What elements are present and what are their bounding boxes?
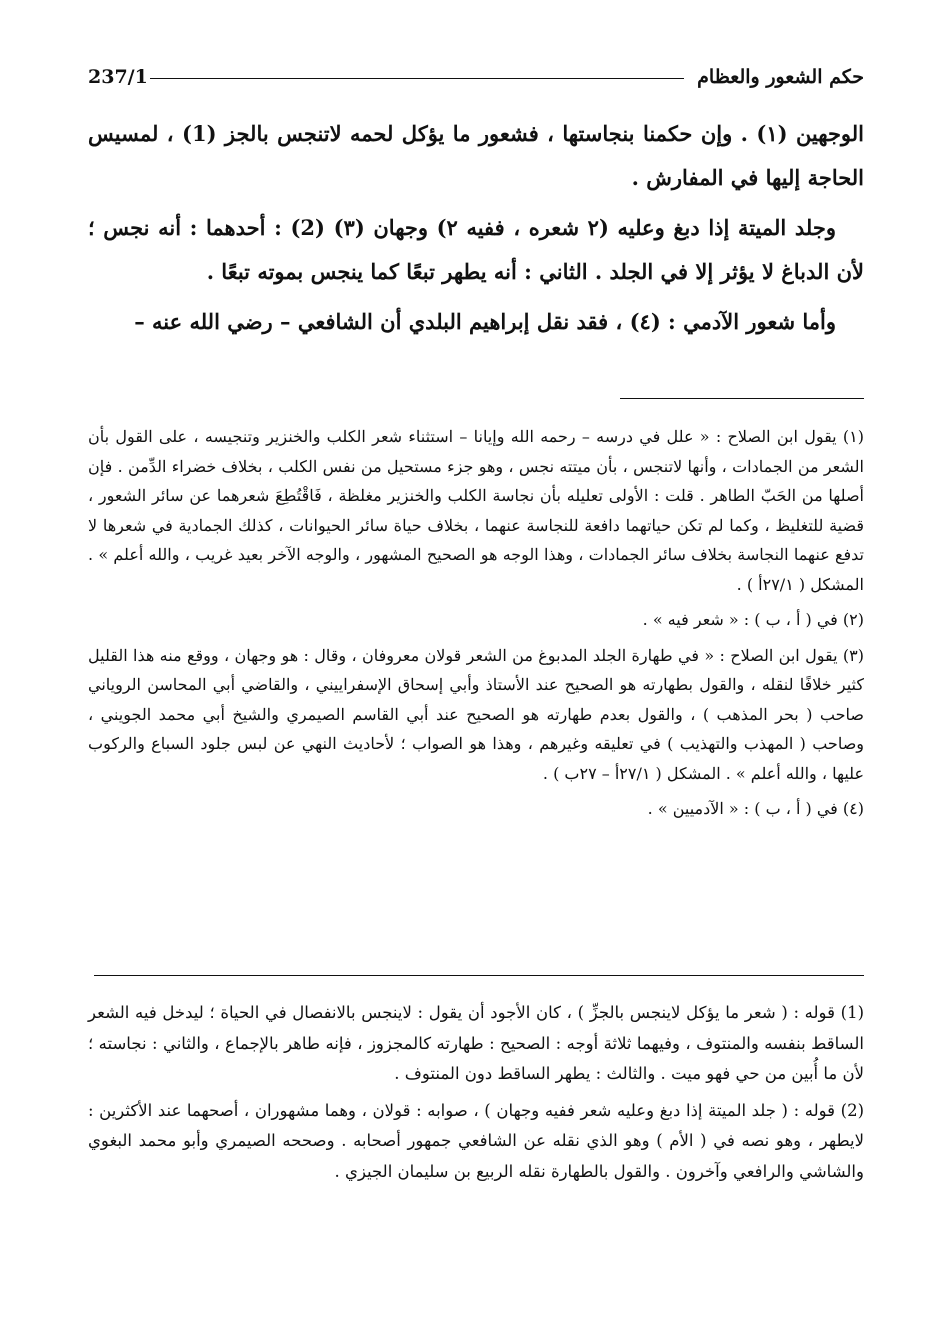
header-rule	[150, 78, 684, 79]
footnote: (1) قوله : ( شعر ما يؤكل لاينجس بالجزِّ ) ، كان الأجود أن يقول : لاينجس بالانفصال في الحياة ؛ ليدخل فيه الشعر الساقط بنفسه والمنتوف ، وفيهما ثلاثة أوجه : الصحيح : طهارته كالمجزوز ، فإنه طاهر بالإجماع ، والثاني : نجاسته ؛ لأن ما أُبين من حي فهو ميت . والثالث : يطهر الساقط دون المنتوف .	[88, 1003, 864, 1083]
footnote-separator	[620, 398, 864, 399]
footnote: (١) يقول ابن الصلاح : « علل في درسه – رحمه الله وإيانا – استثناء شعر الكلب والخنزير وتنجيسه ، على القول بأن الشعر من الجمادات ، وأنها لاتنجس ، بأن ميتته نجس ، وهو جزء مستحيل من نفس الكلب ، بخلاف خضراء الدِّمن . فإن أصلها من الحَبّ الطاهر . قلت : الأولى تعليله بأن نجاسة الكلب والخنزير مغلظة ، فَاقْتُطِعَ شعرهما عن سائر الشعور ، قضية للتغليظ ، وكما لم تكن حياتهما دافعة للنجاسة عنهما ، بخلاف حياة سائر الحيوانات ، كذلك الجمادية في شعرها لا تدفع عنهما النجاسة بخلاف سائر الجمادات ، وهذا الوجه هو الصحيح المشهور ، والوجه الآخر بعيد غريب ، والله أعلم » . المشكل ( ٢٧/١أ ) .	[88, 427, 865, 594]
footnote: (2) قوله : ( جلد الميتة إذا دبغ وعليه شعر ففيه وجهان ) ، صوابه : قولان ، وهما مشهوران ، أصحهما عند الأكثرين : لايطهر ، وهو نصه في ( الأم ) وهو الذي نقله عن الشافعي جمهور أصحابه . وصححه الصيمري وأبو محمد البغوي والشاشي والرافعي وآخرون . والقول بالطهارة نقله الربيع بن سليمان الجيزي .	[88, 1100, 864, 1181]
running-header	[88, 62, 864, 96]
footnote-separator	[94, 975, 864, 976]
author-footnotes	[88, 998, 864, 1193]
footnote: (٢) في ( أ ، ب ) : « شعر فيه » .	[642, 610, 864, 629]
page-number: 237/1	[88, 66, 148, 88]
footnote: (٤) في ( أ ، ب ) : « الآدميين » .	[647, 799, 864, 818]
main-paragraph: وأما شعور الآدمي : (٤) ، فقد نقل إبراهيم البلدي أن الشافعي – رضي الله عنه –	[134, 309, 836, 334]
main-text	[88, 112, 864, 350]
main-paragraph: الوجهين (١) . وإن حكمنا بنجاستها ، فشعور ما يؤكل لحمه لاتنجس بالجز (1) ، لمسيس الحاجة إليها في المفارش .	[88, 121, 865, 190]
header-title: حكم الشعور والعظام	[687, 62, 864, 92]
main-paragraph: وجلد الميتة إذا دبغ وعليه (٢ شعره ، ففيه ٢) وجهان (٣) (2) : أحدهما : أنه نجس ؛ لأن الدباغ لا يؤثر إلا في الجلد . الثاني : أنه يطهر تبعًا كما ينجس بموته تبعًا .	[88, 215, 864, 284]
editor-footnotes	[88, 422, 864, 830]
footnote: (٣) يقول ابن الصلاح : « في طهارة الجلد المدبوغ من الشعر قولان معروفان ، وقال : هو وجهان ، ووقع منه هذا القليل كثير خلافًا لنقله ، والقول بطهارته هو الصحيح عند الأستاذ وأبي إسحاق الإسفراييني ، والقاضي أبي المحاسن الروياني صاحب ( بحر المذهب ) ، والقول بعدم طهارته هو الصحيح عند أبي القاسم الصيمري والشيخ أبي محمد الجويني ، وصاحب ( المهذب والتهذيب ) في تعليقه وغيرهم ، وهذا هو الصواب ؛ لأحاديث النهي عن لبس جلود السباع والركوب عليها ، والله أعلم » . المشكل ( ٢٧/١أ – ٢٧ب ) .	[88, 645, 864, 783]
